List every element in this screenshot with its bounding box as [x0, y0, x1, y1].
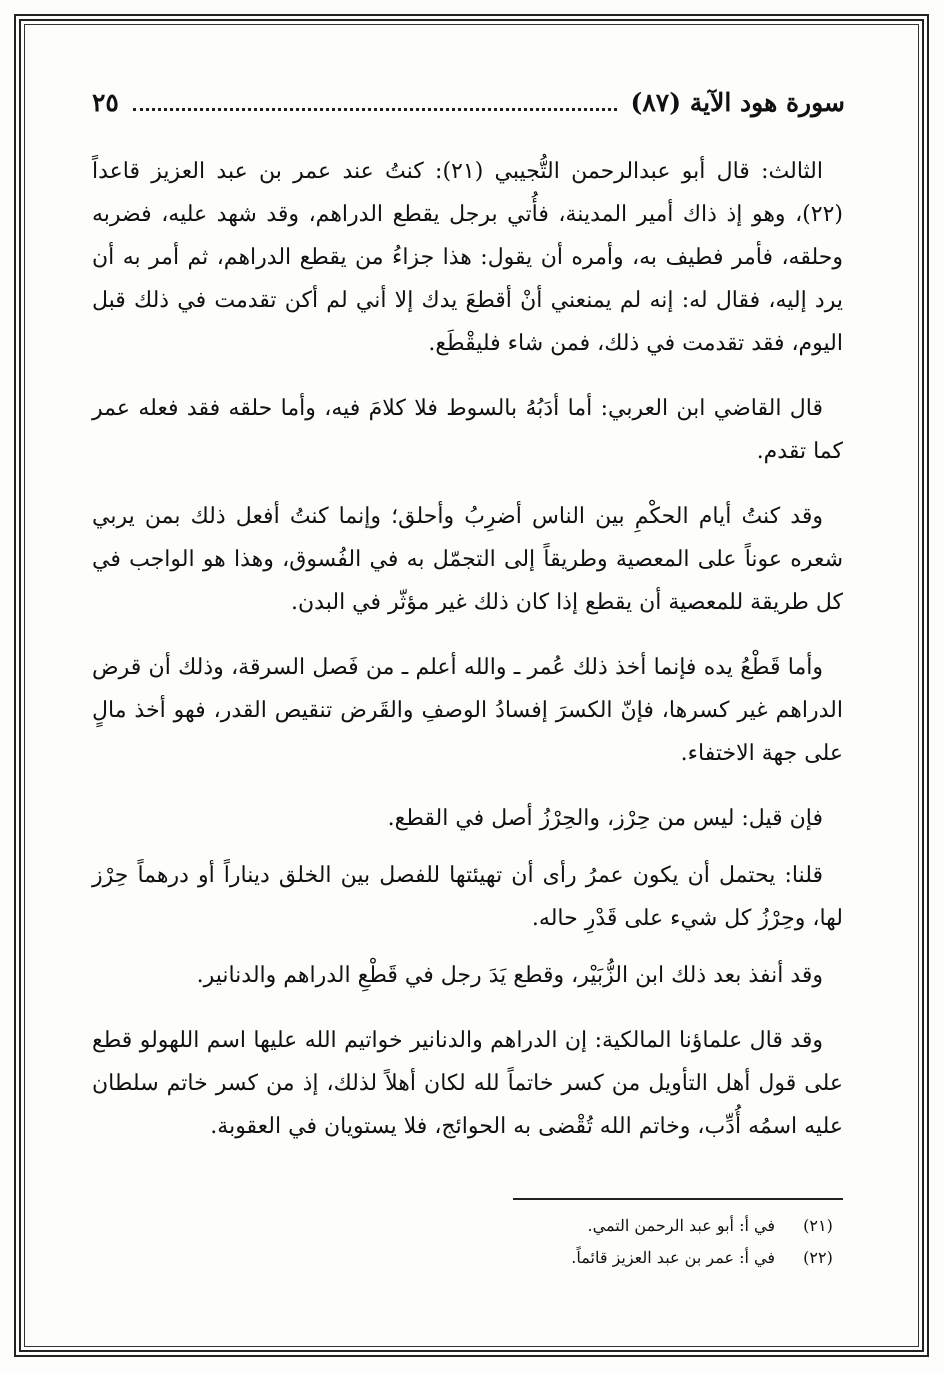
- paragraph: قال القاضي ابن العربي: أما أدَبُهُ بالسوط فلا كلامَ فيه، وأما حلقه فقد فعله عمر كما تقدم.: [92, 396, 843, 464]
- footnotes: [92, 1210, 843, 1274]
- paragraph: وقد أنفذ بعد ذلك ابن الزُّبَيْر، وقطع يَدَ رجل في قَطْعِ الدراهم والدنانير.: [196, 963, 823, 988]
- header-title: سورة هود الآية (٨٧): [630, 87, 845, 117]
- paragraph: وأما قَطْعُ يده فإنما أخذ ذلك عُمر ـ والله أعلم ـ من فَصل السرقة، وذلك أن قرض الدراهم غير كسرها، فإنّ الكسرَ إفسادُ الوصفِ والقَرض تنقيص القدر، فهو أخذ مالٍ على جهة الاختفاء.: [92, 655, 843, 766]
- footnote-number: (٢١): [803, 1216, 833, 1235]
- header-dot-leader: [133, 94, 617, 111]
- footnote-rule: [513, 1198, 843, 1200]
- footnote: [92, 1210, 843, 1242]
- footnote: [92, 1242, 843, 1274]
- paragraph: فإن قيل: ليس من حِرْز، والحِرْزُ أصل في القطع.: [387, 806, 823, 831]
- paragraph: قلنا: يحتمل أن يكون عمرُ رأى أن تهيئتها للفصل بين الخلق ديناراً أو درهماً حِرْز لها، وحِرْزُ كل شيء على قَدْرِ حاله.: [92, 863, 843, 931]
- footnote-text: في أ: أبو عبد الرحمن التمي.: [587, 1216, 775, 1235]
- page-number: ٢٥: [92, 87, 119, 117]
- paragraph: وقد كنتُ أيام الحكْمِ بين الناس أضرِبُ وأحلق؛ وإنما كنتُ أفعل ذلك بمن يربي شعره عوناً على المعصية وطريقاً إلى التجمّل به في الفُسوق، وهذا هو الواجب في كل طريقة للمعصية أن يقطع إذا كان ذلك غير مؤثّر في البدن.: [92, 504, 843, 615]
- footnote-text: في أ: عمر بن عبد العزيز قائماً.: [571, 1248, 775, 1267]
- paragraph: وقد قال علماؤنا المالكية: إن الدراهم والدنانير خواتيم الله عليها اسم اللهولو قطع على قول أهل التأويل من كسر خاتماً لله لكان أهلاً لذلك، إذ من كسر خاتم سلطان عليه اسمُه أُدِّب، وخاتم الله تُقْضى به الحوائج، فلا يستويان في العقوبة.: [92, 1028, 843, 1139]
- page-body: [92, 150, 843, 1162]
- footnote-number: (٢٢): [803, 1248, 833, 1267]
- paragraph: الثالث: قال أبو عبدالرحمن التُّجيبي (٢١): كنتُ عند عمر بن عبد العزيز قاعداً (٢٢)، وهو إذ ذاك أمير المدينة، فأُتي برجل يقطع الدراهم، وقد شهد عليه، فضربه وحلقه، فأمر فطيف به، وأمره أن يقول: هذا جزاءُ من يقطع الدراهم، ثم أمر به أن يرد إليه، فقال له: إنه لم يمنعني أنْ أقطعَ يدك إلا أني لم أكن تقدمت في ذلك قبل اليوم، فقد تقدمت في ذلك، فمن شاء فليقْطَع.: [92, 159, 843, 356]
- running-header: [92, 82, 845, 122]
